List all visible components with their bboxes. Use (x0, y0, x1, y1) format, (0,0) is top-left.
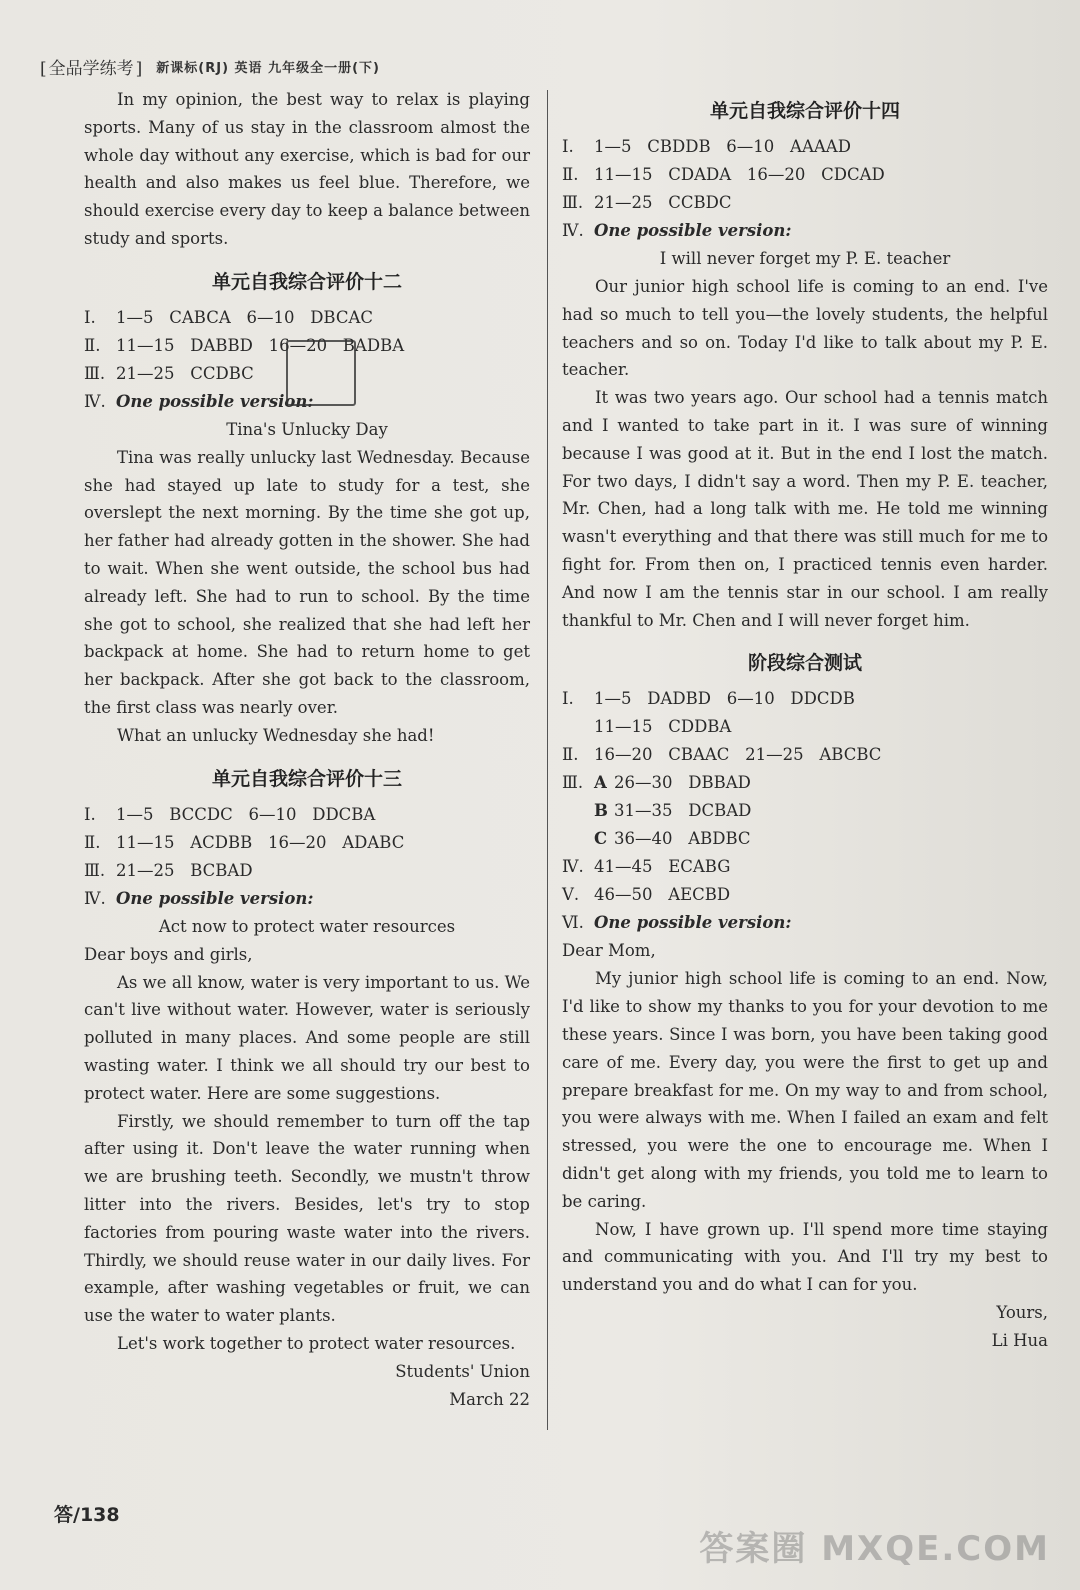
essay-title: I will never forget my P. E. teacher (659, 249, 951, 268)
essay-paragraph: Let's work together to protect water resources. (117, 1333, 516, 1353)
essay-paragraph: As we all know, water is very important to us. We can't live without water. However, water is seriously polluted in many places. And some people are still wasting water. I think we all should try our best to protect water. Here are some suggestions. (84, 972, 530, 1103)
essay-paragraph: My junior high school life is coming to an end. Now, I'd like to show my thanks to you for your devotion to me these years. Since I was born, you have been taking good care of me. Every day, you were the first to get up and prepare breakfast for me. On my way to and from school, you were always with me. When I failed an exam and felt stressed, you were the one to encourage me. When I didn't get along with my friends, you told me to learn to be caring. (562, 969, 1048, 1211)
answer-line: Ⅲ. 21—25 CCBDC (562, 193, 732, 212)
greeting: Dear boys and girls, (84, 944, 253, 964)
answer-line: Ⅵ. One possible version: (562, 913, 792, 933)
essay-paragraph: Now, I have grown up. I'll spend more time staying and communicating with you. And I'll try my best to understand you and do what I can for you. (562, 1219, 1048, 1295)
closing: Yours, (996, 1302, 1048, 1322)
section-title-stage: 阶段综合测试 (747, 652, 862, 675)
column-divider (547, 90, 548, 1430)
answer-line: Ⅰ. 1—5 CBDDB 6—10 AAAAD (562, 137, 851, 156)
essay-paragraph: Our junior high school life is coming to an end. I've had so much to tell you—the lovely students, the helpful teachers and so on. Today I'd like to talk about my P. E. teacher. (562, 277, 1048, 380)
essay-paragraph: What an unlucky Wednesday she had! (117, 725, 435, 745)
section-title-14: 单元自我综合评价十四 (709, 100, 900, 122)
answer-line: Ⅰ. 1—5 DADBD 6—10 DDCDB (562, 689, 855, 709)
answer-line: Ⅳ. One possible version: (562, 221, 792, 240)
left-column (84, 86, 530, 1414)
answer-line: Ⅳ. 41—45 ECABG (562, 857, 731, 877)
header-meta: 新课标(RJ) 英语 九年级全一册(下) (156, 61, 380, 76)
answer-line: B 31—35 DCBAD (594, 801, 752, 821)
answer-line: Ⅱ. 11—15 ACDBB 16—20 ADABC (84, 832, 405, 852)
section-title-13: 单元自我综合评价十三 (211, 767, 402, 790)
signature: Students' Union (395, 1361, 530, 1381)
page-number: 答/138 (54, 1504, 120, 1526)
essay-paragraph: It was two years ago. Our school had a tennis match and I wanted to take part in it. I was sure of winning because I was good at it. But in the end I lost the match. For two days, I didn't say a word. Then my P. E. teacher, Mr. Chen, had a long talk with me. He told me winning wasn't everything and that there was still much for me to fight for. From then on, I practiced tennis even harder. And now I am the tennis star in our school. I am really thankful to Mr. Chen and I will never forget him. (562, 388, 1048, 630)
answer-line: Ⅱ. 11—15 DABBD 16—20 BADBA (84, 335, 405, 355)
answer-line: Ⅴ. 46—50 AECBD (562, 885, 731, 905)
answer-line: Ⅰ. 1—5 BCCDC 6—10 DDCBA (84, 804, 376, 824)
right-column (562, 86, 1048, 1355)
essay-title: Tina's Unlucky Day (226, 419, 388, 439)
answer-line: Ⅱ. 11—15 CDADA 16—20 CDCAD (562, 165, 885, 184)
essay-paragraph: Tina was really unlucky last Wednesday. Because she had stayed up late to study for a test, she overslept the next morning. By the time she got up, her father had already gotten in the shower. She had to wait. When she went outside, the school bus had already left. She had to run to school. By the time she got to school, she realized that she had left her backpack at home. She had to return home to get her backpack. After she got back to the classroom, the first class was nearly over. (84, 447, 530, 717)
handwritten-mark (286, 340, 356, 406)
essay-paragraph: Firstly, we should remember to turn off the tap after using it. Don't leave the water running when we are brushing teeth. Secondly, we mustn't throw litter into the rivers. Besides, let's try to stop factories from pouring waste water into the rivers. Thirdly, we should reuse water in our daily lives. For example, after washing vegetables or fruit, we can use the water to water plants. (84, 1111, 530, 1326)
greeting: Dear Mom, (562, 941, 656, 961)
answer-line: Ⅱ. 16—20 CBAAC 21—25 ABCBC (562, 745, 882, 765)
watermark-logo: 答案圈 MXQE.COM (699, 1529, 1050, 1569)
answer-line: C 36—40 ABDBC (594, 829, 751, 849)
answer-line: Ⅰ. 1—5 CABCA 6—10 DBCAC (84, 307, 374, 327)
header-brand: [ 全品学练考 ] (40, 54, 142, 79)
signature-name: Li Hua (991, 1330, 1048, 1350)
answer-line: 11—15 CDDBA (594, 717, 732, 737)
answer-line: Ⅳ. One possible version: (84, 888, 314, 908)
answer-line: Ⅲ. 21—25 BCBAD (84, 860, 253, 880)
section-title-12: 单元自我综合评价十二 (211, 270, 402, 293)
intro-paragraph: In my opinion, the best way to relax is playing sports. Many of us stay in the classroom almost the whole day without any exercise, which is bad for our health and also makes us feel blue. Therefore, we should exercise every day to keep a balance between study and sports. (84, 90, 530, 248)
answer-line: Ⅲ. 21—25 CCDBC (84, 363, 254, 383)
essay-title: Act now to protect water resources (158, 916, 456, 936)
answer-line: Ⅲ. A 26—30 DBBAD (562, 773, 751, 793)
date: March 22 (449, 1389, 530, 1409)
answer-line: Ⅳ. One possible version: (84, 391, 314, 411)
page-header (40, 54, 380, 79)
